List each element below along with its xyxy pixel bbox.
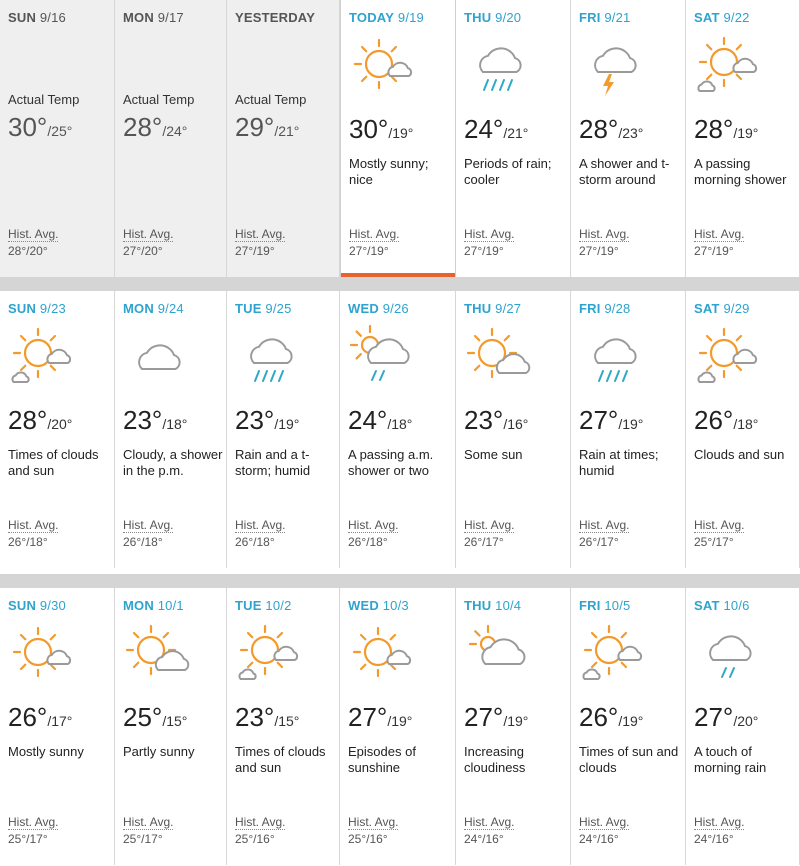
historical-average bbox=[694, 517, 744, 551]
day-of-week: TODAY bbox=[349, 10, 395, 25]
low-temp: /25° bbox=[47, 123, 73, 139]
day-of-week: FRI bbox=[579, 598, 601, 613]
historical-average bbox=[8, 814, 58, 848]
sun-two-clouds-icon bbox=[8, 325, 78, 387]
low-temp: /19° bbox=[618, 416, 644, 432]
high-temp: 28° bbox=[579, 114, 619, 144]
hist-avg-label[interactable]: Hist. Avg. bbox=[235, 518, 286, 532]
weather-icon-wrap bbox=[235, 622, 305, 684]
day-date: 9/26 bbox=[382, 301, 409, 316]
low-temp: /18° bbox=[162, 416, 188, 432]
day-date: 9/20 bbox=[495, 10, 522, 25]
hist-avg-value: 26°/17° bbox=[579, 535, 619, 549]
hist-avg-label[interactable]: Hist. Avg. bbox=[579, 815, 630, 829]
weather-icon-wrap bbox=[464, 325, 534, 387]
forecast-phrase: Mostly sunny; nice bbox=[349, 156, 429, 187]
day-date: 10/4 bbox=[495, 598, 522, 613]
high-temp: 25° bbox=[123, 702, 163, 732]
temperature bbox=[123, 702, 187, 733]
forecast-phrase: Rain at times; humid bbox=[579, 447, 659, 478]
historical-average bbox=[235, 226, 285, 260]
low-temp: /21° bbox=[503, 125, 529, 141]
day-of-week: SUN bbox=[8, 598, 37, 613]
hist-avg-label[interactable]: Hist. Avg. bbox=[579, 227, 630, 241]
temperature bbox=[464, 405, 528, 436]
hist-avg-label[interactable]: Hist. Avg. bbox=[348, 518, 399, 532]
low-temp: /16° bbox=[503, 416, 529, 432]
hist-avg-value: 26°/18° bbox=[8, 535, 48, 549]
hist-avg-value: 25°/16° bbox=[235, 832, 275, 846]
historical-average bbox=[694, 814, 744, 848]
hist-avg-label[interactable]: Hist. Avg. bbox=[464, 518, 515, 532]
forecast-phrase: Periods of rain; cooler bbox=[464, 156, 552, 187]
weather-icon-wrap bbox=[8, 622, 78, 684]
day-cell[interactable] bbox=[227, 0, 340, 277]
historical-average bbox=[694, 226, 744, 260]
day-of-week: SAT bbox=[694, 598, 720, 613]
hist-avg-value: 28°/20° bbox=[8, 244, 48, 258]
historical-average bbox=[349, 226, 399, 260]
forecast-phrase: A passing morning shower bbox=[694, 156, 787, 187]
high-temp: 23° bbox=[123, 405, 163, 435]
hist-avg-label[interactable]: Hist. Avg. bbox=[694, 518, 745, 532]
forecast-phrase: Partly sunny bbox=[123, 744, 195, 759]
hist-avg-value: 24°/16° bbox=[464, 832, 504, 846]
day-date: 10/6 bbox=[723, 598, 750, 613]
temperature bbox=[694, 702, 758, 733]
forecast-phrase: Some sun bbox=[464, 447, 523, 462]
temperature bbox=[123, 405, 187, 436]
low-temp: /19° bbox=[618, 713, 644, 729]
low-temp: /19° bbox=[387, 713, 413, 729]
day-of-week: WED bbox=[348, 598, 379, 613]
day-label bbox=[579, 598, 630, 613]
temperature bbox=[579, 114, 643, 145]
sun-two-clouds-icon bbox=[694, 34, 764, 96]
rain-cloud-icon bbox=[464, 34, 534, 96]
forecast-phrase: Times of sun and clouds bbox=[579, 744, 679, 775]
high-temp: 26° bbox=[579, 702, 619, 732]
light-rain-cloud-icon bbox=[694, 622, 764, 684]
low-temp: /19° bbox=[733, 125, 759, 141]
temperature bbox=[123, 112, 187, 143]
hist-avg-value: 25°/16° bbox=[348, 832, 388, 846]
hist-avg-value: 27°/20° bbox=[123, 244, 163, 258]
day-of-week: TUE bbox=[235, 598, 262, 613]
high-temp: 27° bbox=[464, 702, 504, 732]
high-temp: 24° bbox=[348, 405, 388, 435]
day-label bbox=[235, 598, 292, 613]
forecast-phrase: A touch of morning rain bbox=[694, 744, 767, 775]
day-label bbox=[235, 10, 315, 25]
historical-average bbox=[348, 814, 398, 848]
sun-small-cloud-icon bbox=[349, 34, 419, 96]
day-cell[interactable] bbox=[686, 0, 800, 277]
day-label bbox=[464, 10, 521, 25]
day-cell[interactable] bbox=[686, 291, 800, 568]
day-of-week: YESTERDAY bbox=[235, 10, 316, 25]
day-cell[interactable] bbox=[456, 588, 571, 865]
low-temp: /21° bbox=[274, 123, 300, 139]
low-temp: /20° bbox=[733, 713, 759, 729]
hist-avg-label[interactable]: Hist. Avg. bbox=[123, 227, 174, 241]
day-label bbox=[123, 10, 184, 25]
weather-icon-wrap bbox=[579, 622, 649, 684]
day-date: 9/25 bbox=[265, 301, 292, 316]
weather-icon-wrap bbox=[464, 34, 534, 96]
weather-icon-wrap bbox=[348, 622, 418, 684]
hist-avg-value: 25°/17° bbox=[123, 832, 163, 846]
forecast-phrase: A passing a.m. shower or two bbox=[348, 447, 434, 478]
day-label bbox=[464, 301, 521, 316]
hist-avg-label[interactable]: Hist. Avg. bbox=[579, 518, 630, 532]
historical-average bbox=[464, 517, 514, 551]
day-label bbox=[579, 10, 630, 25]
hist-avg-value: 25°/17° bbox=[8, 832, 48, 846]
day-cell[interactable] bbox=[0, 291, 115, 568]
forecast-phrase: Cloudy, a shower in the p.m. bbox=[123, 447, 223, 478]
day-label bbox=[348, 598, 409, 613]
day-date: 10/2 bbox=[265, 598, 292, 613]
temperature bbox=[235, 112, 299, 143]
historical-average bbox=[8, 517, 58, 551]
low-temp: /17° bbox=[47, 713, 73, 729]
hist-avg-value: 27°/19° bbox=[235, 244, 275, 258]
weather-icon-wrap bbox=[123, 622, 193, 684]
sun-two-clouds-icon bbox=[235, 622, 305, 684]
day-of-week: SUN bbox=[8, 301, 37, 316]
day-label bbox=[694, 10, 750, 25]
historical-average bbox=[235, 814, 285, 848]
temperature bbox=[579, 405, 643, 436]
day-of-week: THU bbox=[464, 598, 492, 613]
day-of-week: TUE bbox=[235, 301, 262, 316]
hist-avg-value: 24°/16° bbox=[694, 832, 734, 846]
day-label bbox=[349, 10, 424, 25]
sun-two-clouds-icon bbox=[694, 325, 764, 387]
low-temp: /19° bbox=[274, 416, 300, 432]
high-temp: 23° bbox=[235, 405, 275, 435]
hist-avg-label[interactable]: Hist. Avg. bbox=[8, 815, 59, 829]
hist-avg-value: 26°/18° bbox=[348, 535, 388, 549]
forecast-phrase: Clouds and sun bbox=[694, 447, 785, 462]
rain-cloud-icon bbox=[235, 325, 305, 387]
day-of-week: MON bbox=[123, 10, 154, 25]
high-temp: 29° bbox=[235, 112, 275, 142]
week-row bbox=[0, 588, 800, 865]
low-temp: /15° bbox=[274, 713, 300, 729]
hist-avg-label[interactable]: Hist. Avg. bbox=[464, 815, 515, 829]
temperature bbox=[579, 702, 643, 733]
historical-average bbox=[235, 517, 285, 551]
weather-icon-wrap bbox=[348, 325, 418, 387]
day-label bbox=[123, 301, 184, 316]
day-of-week: MON bbox=[123, 598, 154, 613]
weather-icon-wrap bbox=[464, 622, 534, 684]
historical-average bbox=[348, 517, 398, 551]
high-temp: 28° bbox=[694, 114, 734, 144]
high-temp: 26° bbox=[8, 702, 48, 732]
day-cell[interactable] bbox=[340, 588, 456, 865]
temperature bbox=[235, 405, 299, 436]
day-of-week: SUN bbox=[8, 10, 37, 25]
forecast-phrase: A shower and t-storm around bbox=[579, 156, 670, 187]
day-date: 9/29 bbox=[723, 301, 750, 316]
day-date: 9/21 bbox=[604, 10, 631, 25]
hist-avg-value: 26°/18° bbox=[123, 535, 163, 549]
low-temp: /19° bbox=[503, 713, 529, 729]
low-temp: /18° bbox=[733, 416, 759, 432]
day-date: 9/23 bbox=[39, 301, 66, 316]
high-temp: 26° bbox=[694, 405, 734, 435]
temperature bbox=[8, 405, 72, 436]
day-of-week: THU bbox=[464, 10, 492, 25]
day-label bbox=[8, 10, 66, 25]
high-temp: 24° bbox=[464, 114, 504, 144]
hist-avg-label[interactable]: Hist. Avg. bbox=[348, 815, 399, 829]
actual-temp-label: Actual Temp bbox=[235, 92, 307, 107]
low-temp: /18° bbox=[387, 416, 413, 432]
day-of-week: THU bbox=[464, 301, 492, 316]
day-cell[interactable] bbox=[115, 291, 227, 568]
historical-average bbox=[123, 517, 173, 551]
hist-avg-label[interactable]: Hist. Avg. bbox=[123, 815, 174, 829]
forecast-phrase: Times of clouds and sun bbox=[235, 744, 326, 775]
forecast-phrase: Increasing cloudiness bbox=[464, 744, 526, 775]
actual-temp-label: Actual Temp bbox=[123, 92, 195, 107]
day-date: 10/3 bbox=[382, 598, 409, 613]
low-temp: /24° bbox=[162, 123, 188, 139]
weather-icon-wrap bbox=[579, 34, 649, 96]
low-temp: /20° bbox=[47, 416, 73, 432]
cloud-small-sun-icon bbox=[464, 622, 534, 684]
day-label bbox=[8, 301, 66, 316]
hist-avg-label[interactable]: Hist. Avg. bbox=[349, 227, 400, 241]
high-temp: 28° bbox=[8, 405, 48, 435]
historical-average bbox=[579, 814, 629, 848]
day-date: 9/24 bbox=[157, 301, 184, 316]
day-date: 9/28 bbox=[604, 301, 631, 316]
day-cell[interactable] bbox=[227, 588, 340, 865]
day-date: 10/1 bbox=[157, 598, 184, 613]
day-label bbox=[8, 598, 66, 613]
day-label bbox=[694, 301, 750, 316]
actual-temp-label: Actual Temp bbox=[8, 92, 80, 107]
sun-cloud-rain-icon bbox=[348, 325, 418, 387]
day-cell[interactable] bbox=[456, 291, 571, 568]
sun-big-cloud-icon bbox=[464, 325, 534, 387]
weather-icon-wrap bbox=[123, 325, 193, 387]
day-of-week: FRI bbox=[579, 10, 601, 25]
day-of-week: MON bbox=[123, 301, 154, 316]
day-cell[interactable] bbox=[227, 291, 340, 568]
hist-avg-value: 27°/19° bbox=[579, 244, 619, 258]
day-date: 9/22 bbox=[723, 10, 750, 25]
hist-avg-value: 27°/19° bbox=[694, 244, 734, 258]
day-cell[interactable] bbox=[0, 588, 115, 865]
day-of-week: SAT bbox=[694, 301, 720, 316]
temperature bbox=[694, 405, 758, 436]
day-date: 9/19 bbox=[397, 10, 424, 25]
day-of-week: FRI bbox=[579, 301, 601, 316]
high-temp: 27° bbox=[694, 702, 734, 732]
temperature bbox=[464, 114, 528, 145]
sun-big-cloud-icon bbox=[123, 622, 193, 684]
day-of-week: WED bbox=[348, 301, 379, 316]
hist-avg-label[interactable]: Hist. Avg. bbox=[694, 227, 745, 241]
day-date: 9/30 bbox=[39, 598, 66, 613]
high-temp: 30° bbox=[8, 112, 48, 142]
high-temp: 23° bbox=[235, 702, 275, 732]
day-label bbox=[348, 301, 409, 316]
sun-two-clouds-icon bbox=[579, 622, 649, 684]
temperature bbox=[235, 702, 299, 733]
day-label bbox=[579, 301, 630, 316]
high-temp: 30° bbox=[349, 114, 389, 144]
week-row bbox=[0, 291, 800, 568]
day-cell[interactable] bbox=[340, 0, 456, 277]
day-cell[interactable] bbox=[456, 0, 571, 277]
historical-average bbox=[123, 226, 173, 260]
day-cell[interactable] bbox=[571, 291, 686, 568]
weather-icon-wrap bbox=[694, 325, 764, 387]
day-label bbox=[694, 598, 750, 613]
weather-icon-wrap bbox=[235, 325, 305, 387]
historical-average bbox=[464, 814, 514, 848]
historical-average bbox=[8, 226, 58, 260]
low-temp: /15° bbox=[162, 713, 188, 729]
low-temp: /19° bbox=[388, 125, 414, 141]
hist-avg-value: 26°/17° bbox=[464, 535, 504, 549]
historical-average bbox=[579, 517, 629, 551]
day-label bbox=[464, 598, 521, 613]
low-temp: /23° bbox=[618, 125, 644, 141]
thunder-cloud-icon bbox=[579, 34, 649, 96]
hist-avg-value: 24°/16° bbox=[579, 832, 619, 846]
rain-cloud-icon bbox=[579, 325, 649, 387]
temperature bbox=[464, 702, 528, 733]
historical-average bbox=[464, 226, 514, 260]
day-date: 10/5 bbox=[604, 598, 631, 613]
hist-avg-label[interactable]: Hist. Avg. bbox=[235, 227, 286, 241]
forecast-phrase: Rain and a t-storm; humid bbox=[235, 447, 311, 478]
hist-avg-label[interactable]: Hist. Avg. bbox=[8, 227, 59, 241]
weather-icon-wrap bbox=[349, 34, 419, 96]
high-temp: 27° bbox=[579, 405, 619, 435]
forecast-phrase: Times of clouds and sun bbox=[8, 447, 99, 478]
forecast-phrase: Mostly sunny bbox=[8, 744, 84, 759]
weather-icon-wrap bbox=[8, 325, 78, 387]
weather-icon-wrap bbox=[694, 622, 764, 684]
cloud-icon bbox=[123, 325, 193, 387]
day-cell[interactable] bbox=[571, 588, 686, 865]
temperature bbox=[8, 702, 72, 733]
day-cell[interactable] bbox=[115, 0, 227, 277]
day-of-week: SAT bbox=[694, 10, 720, 25]
hist-avg-value: 27°/19° bbox=[464, 244, 504, 258]
day-cell[interactable] bbox=[340, 291, 456, 568]
week-row bbox=[0, 0, 800, 277]
historical-average bbox=[123, 814, 173, 848]
temperature bbox=[348, 405, 412, 436]
day-date: 9/27 bbox=[495, 301, 522, 316]
hist-avg-label[interactable]: Hist. Avg. bbox=[464, 227, 515, 241]
forecast-phrase: Episodes of sunshine bbox=[348, 744, 416, 775]
high-temp: 23° bbox=[464, 405, 504, 435]
week-separator bbox=[0, 277, 800, 291]
hist-avg-label[interactable]: Hist. Avg. bbox=[8, 518, 59, 532]
day-cell[interactable] bbox=[686, 588, 800, 865]
week-separator bbox=[0, 574, 800, 588]
day-cell[interactable] bbox=[0, 0, 115, 277]
weather-icon-wrap bbox=[579, 325, 649, 387]
high-temp: 28° bbox=[123, 112, 163, 142]
hist-avg-value: 27°/19° bbox=[349, 244, 389, 258]
day-cell[interactable] bbox=[115, 588, 227, 865]
sun-small-cloud-icon bbox=[8, 622, 78, 684]
day-date: 9/16 bbox=[39, 10, 66, 25]
temperature bbox=[349, 114, 413, 145]
weather-icon-wrap bbox=[694, 34, 764, 96]
hist-avg-label[interactable]: Hist. Avg. bbox=[694, 815, 745, 829]
historical-average bbox=[579, 226, 629, 260]
hist-avg-label[interactable]: Hist. Avg. bbox=[123, 518, 174, 532]
day-cell[interactable] bbox=[571, 0, 686, 277]
day-label bbox=[235, 301, 292, 316]
day-date: 9/17 bbox=[157, 10, 184, 25]
hist-avg-value: 25°/17° bbox=[694, 535, 734, 549]
hist-avg-label[interactable]: Hist. Avg. bbox=[235, 815, 286, 829]
temperature bbox=[694, 114, 758, 145]
sun-small-cloud-icon bbox=[348, 622, 418, 684]
temperature bbox=[8, 112, 72, 143]
high-temp: 27° bbox=[348, 702, 388, 732]
hist-avg-value: 26°/18° bbox=[235, 535, 275, 549]
day-label bbox=[123, 598, 184, 613]
temperature bbox=[348, 702, 412, 733]
